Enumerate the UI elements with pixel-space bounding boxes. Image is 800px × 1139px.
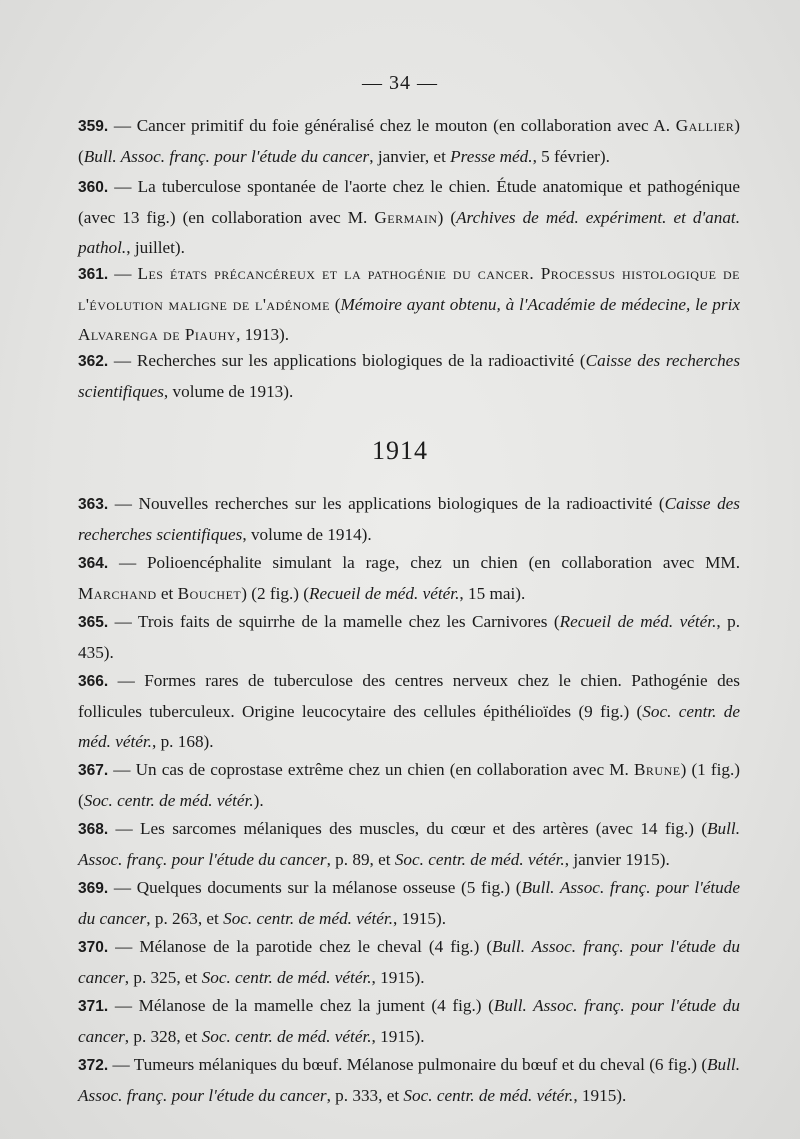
bibliography-entry bbox=[78, 548, 740, 609]
entry-citation: Soc. centr. de méd. vétér. bbox=[83, 791, 254, 810]
bibliography-entry bbox=[78, 932, 740, 993]
entry-citation: Soc. centr. de méd. vétér. bbox=[201, 1027, 372, 1046]
entry-text: et bbox=[156, 584, 178, 603]
entry-text: , p. 333, et bbox=[326, 1086, 404, 1105]
entry-number: 367. bbox=[78, 762, 109, 779]
entry-citation: Recueil de méd. vétér. bbox=[309, 584, 460, 603]
entry-text: , 1915). bbox=[371, 1027, 425, 1046]
entry-number: 372. bbox=[78, 1057, 109, 1074]
entry-name: Alvarenga de Piauhy bbox=[78, 325, 237, 344]
entry-name: Germain bbox=[374, 208, 438, 227]
entry-text: ) ( bbox=[437, 208, 457, 227]
entry-citation: Bull. Assoc. franç. pour l'étude du cancer bbox=[83, 147, 370, 166]
entry-citation: Bull. Assoc. franç. pour l'étude du cancer bbox=[78, 937, 740, 987]
entry-text: ( bbox=[329, 295, 341, 314]
entry-name: Les états précancéreux et la pathogénie du cancer. Processus histologique de l'évolution maligne de l'adénome bbox=[78, 264, 740, 314]
entry-text: — Un cas de coprostase extrême chez un chien (en collaboration avec M. bbox=[108, 760, 634, 779]
entry-text: — Les sarcomes mélaniques des muscles, du cœur et des artères (avec 14 fig.) ( bbox=[108, 819, 708, 838]
entry-text: , p. 435). bbox=[78, 612, 740, 662]
entry-citation: Soc. centr. de méd. vétér. bbox=[201, 968, 372, 987]
entry-text: — Tumeurs mélaniques du bœuf. Mélanose pulmonaire du bœuf et du cheval (6 fig.) ( bbox=[108, 1055, 708, 1074]
entry-text: , p. 328, et bbox=[124, 1027, 202, 1046]
entry-citation: Presse méd. bbox=[450, 147, 533, 166]
entry-number: 369. bbox=[78, 880, 109, 897]
entry-name: Gallier bbox=[675, 116, 735, 135]
entry-number: 371. bbox=[78, 998, 109, 1015]
entry-text: , volume de 1913). bbox=[163, 382, 294, 401]
entry-citation: Caisse des recherches scientifiques bbox=[78, 351, 741, 401]
entry-text: — Polioencéphalite simulant la rage, chez un chien (en collaboration avec MM. bbox=[108, 553, 740, 572]
entry-number: 366. bbox=[78, 673, 109, 690]
entry-text: , p. 263, et bbox=[146, 909, 224, 928]
entry-citation: Archives de méd. expériment. et d'anat. pathol. bbox=[78, 208, 740, 257]
entry-text: — Cancer primitif du foie généralisé chez le mouton (en collaboration avec A. bbox=[108, 116, 676, 135]
entry-citation: Soc. centr. de méd. vétér. bbox=[78, 702, 740, 751]
bibliography-entry bbox=[78, 259, 740, 350]
bibliography-entry bbox=[78, 111, 740, 172]
entry-text: , 5 février). bbox=[532, 147, 610, 166]
entry-number: 363. bbox=[78, 496, 109, 513]
entry-text: ) (1 fig.) ( bbox=[78, 760, 741, 810]
entry-text: , 1915). bbox=[371, 968, 425, 987]
entry-citation: Soc. centr. de méd. vétér. bbox=[223, 909, 394, 928]
bibliography-entry bbox=[78, 489, 740, 550]
entry-text: , 15 mai). bbox=[459, 584, 526, 603]
entry-text: , 1915). bbox=[393, 909, 447, 928]
entry-number: 359. bbox=[78, 118, 109, 135]
entry-text: , p. 89, et bbox=[326, 850, 395, 869]
entry-text: — Nouvelles recherches sur les applications biologiques de la radioactivité ( bbox=[108, 494, 665, 513]
entry-text: ). bbox=[253, 791, 264, 810]
page-number: — 34 — bbox=[362, 72, 438, 94]
entry-name: Bouchet bbox=[177, 584, 242, 603]
entry-number: 368. bbox=[78, 821, 109, 838]
entry-text: , 1915). bbox=[573, 1086, 627, 1105]
bibliography-entry bbox=[78, 755, 740, 816]
bibliography-entry bbox=[78, 991, 740, 1052]
entry-text: — La tuberculose spontanée de l'aorte chez le chien. Étude anatomique et pathogénique (avec 13 fig.) (en collaboration avec M. bbox=[78, 177, 740, 227]
entry-text: , juillet). bbox=[126, 238, 185, 257]
entry-number: 360. bbox=[78, 179, 109, 196]
entry-name: Marchand bbox=[78, 584, 157, 603]
entry-text: ) ( bbox=[78, 116, 740, 166]
entry-text: — Quelques documents sur la mélanose osseuse (5 fig.) ( bbox=[108, 878, 522, 897]
bibliography-entry bbox=[78, 607, 740, 668]
entry-text: — Mélanose de la parotide chez le cheval (4 fig.) ( bbox=[108, 937, 493, 956]
entry-text: ) (2 fig.) ( bbox=[241, 584, 310, 603]
entry-text: , janvier 1915). bbox=[564, 850, 670, 869]
entry-number: 362. bbox=[78, 353, 109, 370]
bibliography-entry bbox=[78, 172, 740, 263]
entry-text: , p. 168). bbox=[151, 732, 214, 751]
entry-number: 370. bbox=[78, 939, 109, 956]
bibliography-entry bbox=[78, 1050, 740, 1111]
entry-text: — Formes rares de tuberculose des centres nerveux chez le chien. Pathogénie des follicules tuberculeux. Origine leucocytaire des cellules épithélioïdes (9 fig.) ( bbox=[78, 671, 740, 721]
entry-citation: Bull. Assoc. franç. pour l'étude du cancer bbox=[78, 996, 740, 1046]
entry-number: 364. bbox=[78, 555, 109, 572]
year-heading: 1914 bbox=[372, 436, 428, 465]
entry-text: , janvier, et bbox=[369, 147, 451, 166]
entry-citation: Bull. Assoc. franç. pour l'étude du cancer bbox=[78, 1055, 740, 1105]
entry-citation: Mémoire ayant obtenu, à l'Académie de médecine, le prix bbox=[340, 295, 740, 314]
entry-text: , p. 325, et bbox=[124, 968, 202, 987]
entry-number: 365. bbox=[78, 614, 109, 631]
entry-text: , volume de 1914). bbox=[242, 525, 372, 544]
entry-citation: Soc. centr. de méd. vétér. bbox=[403, 1086, 574, 1105]
bibliography-entry bbox=[78, 666, 740, 757]
entry-text: , 1913). bbox=[236, 325, 290, 344]
entry-citation: Soc. centr. de méd. vétér. bbox=[394, 850, 565, 869]
bibliography-entry bbox=[78, 814, 740, 875]
entry-citation: Bull. Assoc. franç. pour l'étude du cancer bbox=[78, 878, 740, 928]
entry-text: — Trois faits de squirrhe de la mamelle chez les Carnivores ( bbox=[108, 612, 560, 631]
entry-number: 361. bbox=[78, 266, 109, 283]
entry-text: — bbox=[108, 264, 138, 283]
bibliography-entry bbox=[78, 346, 740, 407]
entry-name: Brune bbox=[633, 760, 681, 779]
bibliography-entry bbox=[78, 873, 740, 934]
entry-text: — Recherches sur les applications biologiques de la radioactivité ( bbox=[108, 351, 586, 370]
entry-citation: Recueil de méd. vétér. bbox=[559, 612, 717, 631]
entry-citation: Bull. Assoc. franç. pour l'étude du cancer bbox=[78, 819, 740, 869]
entry-text: — Mélanose de la mamelle chez la jument (4 fig.) ( bbox=[108, 996, 494, 1015]
entry-citation: Caisse des recherches scientifiques bbox=[78, 494, 740, 544]
